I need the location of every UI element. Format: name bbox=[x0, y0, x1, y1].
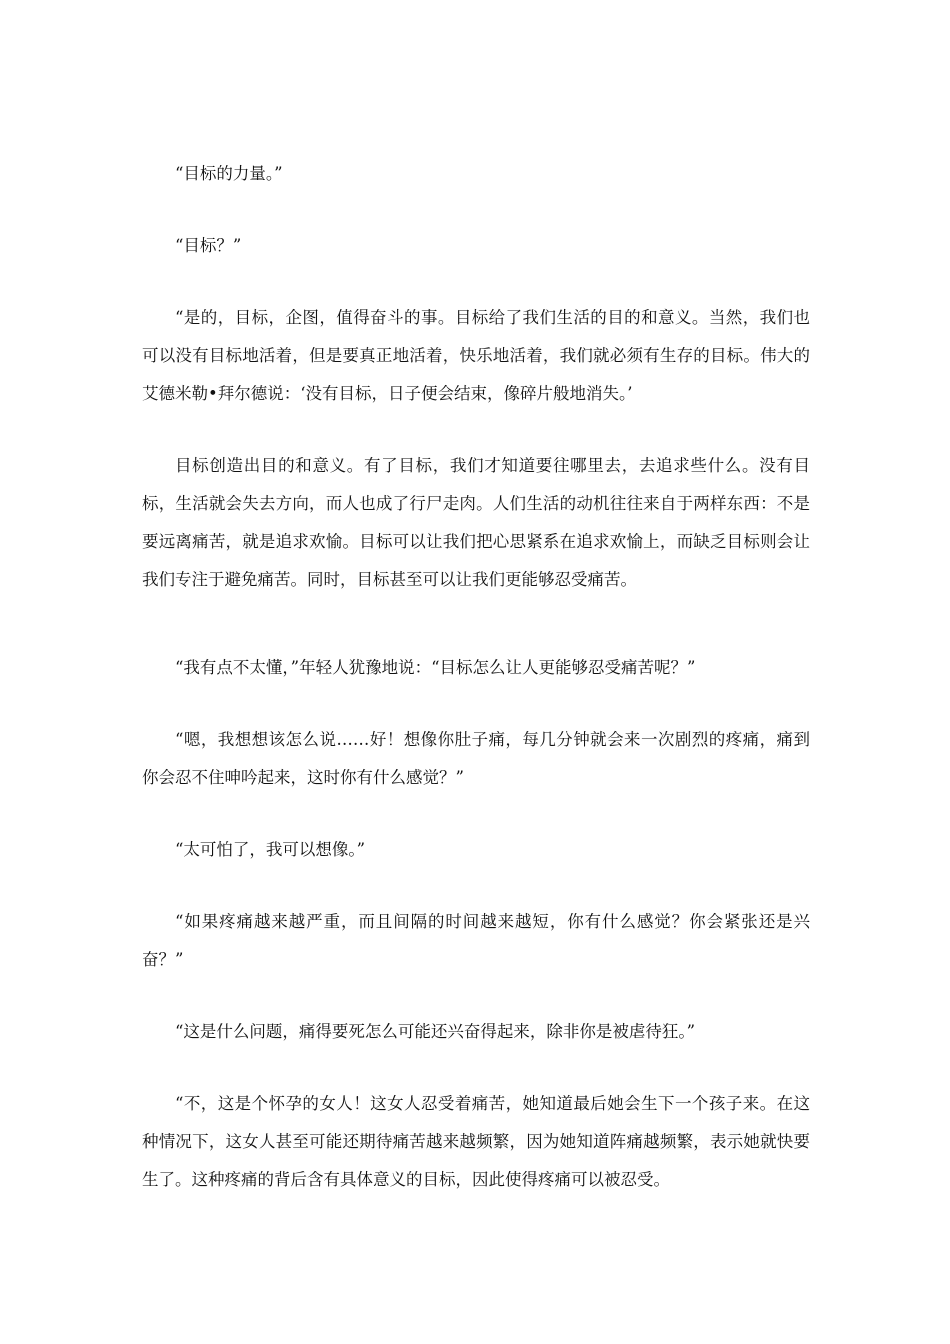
paragraph-1: “目标的力量。” bbox=[175, 164, 283, 183]
paragraph-4: 目标创造出目的和意义。有了目标，我们才知道要往哪里去，去追求些什么。没有目标，生活就会失去方向，而人也成了行尸走肉。人们生活的动机往往来自于两样东西：不是要远离痛苦，就是追求欢愉。目标可以让我们把心思紧系在追求欢愉上，而缺乏目标则会让我们专注于避免痛苦。同时，目标甚至可以让我们更能够忍受痛苦。 bbox=[142, 456, 810, 589]
paragraph-5: “我有点不太懂，”年轻人犹豫地说：“目标怎么让人更能够忍受痛苦呢？” bbox=[175, 658, 696, 677]
paragraph-9: “这是什么问题，痛得要死怎么可能还兴奋得起来，除非你是被虐待狂。” bbox=[175, 1022, 696, 1041]
paragraph-2: “目标？” bbox=[175, 236, 242, 255]
paragraph-10: “不，这是个怀孕的女人！这女人忍受着痛苦，她知道最后她会生下一个孩子来。在这种情况下，这女人甚至可能还期待痛苦越来越频繁，因为她知道阵痛越频繁，表示她就快要生了。这种疼痛的背后含有具体意义的目标，因此使得疼痛可以被忍受。 bbox=[142, 1094, 810, 1189]
paragraph-3: “是的，目标，企图，值得奋斗的事。目标给了我们生活的目的和意义。当然，我们也可以没有目标地活着，但是要真正地活着，快乐地活着，我们就必须有生存的目标。伟大的艾德米勒•拜尔德说：‘没有目标，日子便会结束，像碎片般地消失。’ bbox=[142, 308, 810, 403]
paragraph-8: “如果疼痛越来越严重，而且间隔的时间越来越短，你有什么感觉？你会紧张还是兴奋？” bbox=[142, 912, 810, 969]
paragraph-6: “嗯，我想想该怎么说……好！想像你肚子痛，每几分钟就会来一次剧烈的疼痛，痛到你会忍不住呻吟起来，这时你有什么感觉？” bbox=[142, 730, 810, 787]
paragraph-7: “太可怕了，我可以想像。” bbox=[175, 840, 366, 859]
